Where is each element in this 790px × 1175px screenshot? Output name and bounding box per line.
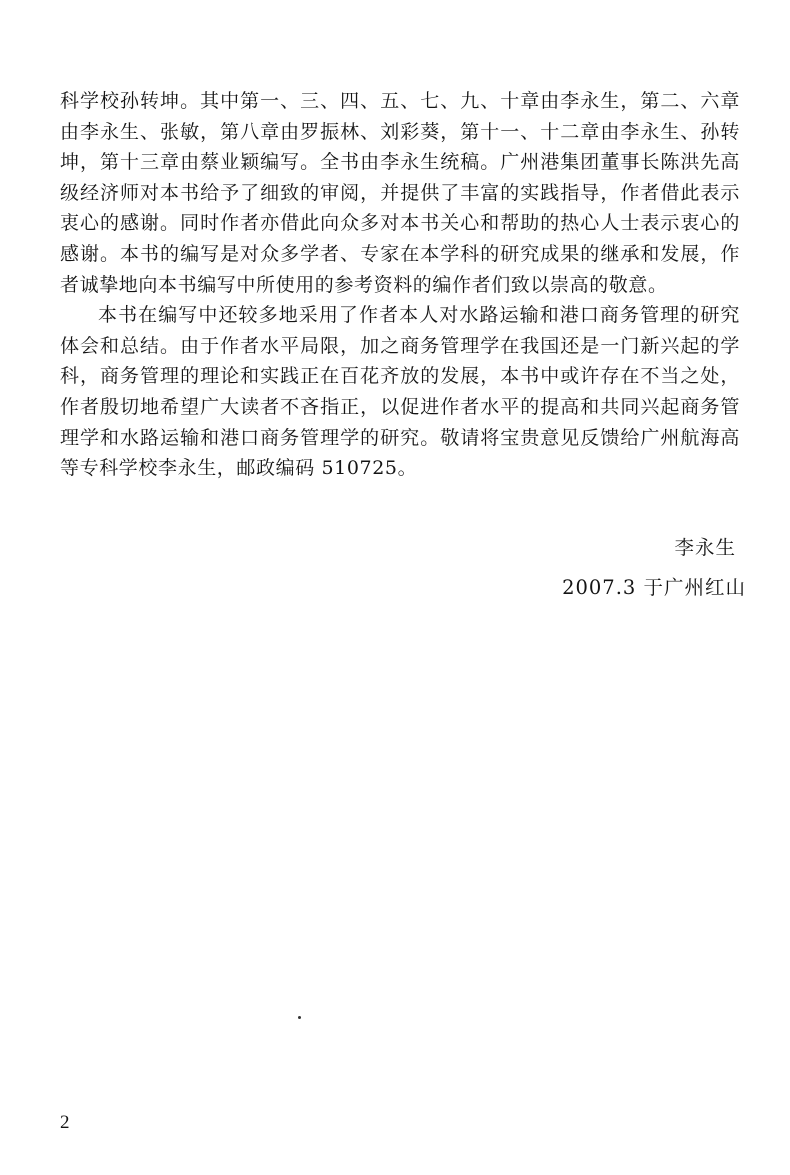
page-number: 2 (60, 1112, 70, 1133)
author-name: 李永生 (674, 536, 736, 559)
signature-block (562, 528, 746, 608)
scan-speck (298, 1016, 301, 1019)
date-place: 2007.3 于广州红山 (562, 576, 746, 599)
body-text (60, 86, 740, 484)
paragraph-1: 科学校孙转坤。其中第一、三、四、五、七、九、十章由李永生，第二、六章由李永生、张敏，第八章由罗振林、刘彩葵，第十一、十二章由李永生、孙转坤，第十三章由蔡业颖编写。全书由李永生统稿。广州港集团董事长陈洪先高级经济师对本书给予了细致的审阅，并提供了丰富的实践指导，作者借此表示衷心的感谢。同时作者亦借此向众多对本书关心和帮助的热心人士表示衷心的感谢。本书的编写是对众多学者、专家在本学科的研究成果的继承和发展，作者诚挚地向本书编写中所使用的参考资料的编作者们致以崇高的敬意。 (60, 90, 740, 296)
paragraph-2: 本书在编写中还较多地采用了作者本人对水路运输和港口商务管理的研究体会和总结。由于作者水平局限，加之商务管理学在我国还是一门新兴起的学科，商务管理的理论和实践正在百花齐放的发展，本书中或许存在不当之处，作者殷切地希望广大读者不吝指正，以促进作者水平的提高和共同兴起商务管理学和水路运输和港口商务管理学的研究。敬请将宝贵意见反馈给广州航海高等专科学校李永生，邮政编码 510725。 (60, 304, 740, 480)
